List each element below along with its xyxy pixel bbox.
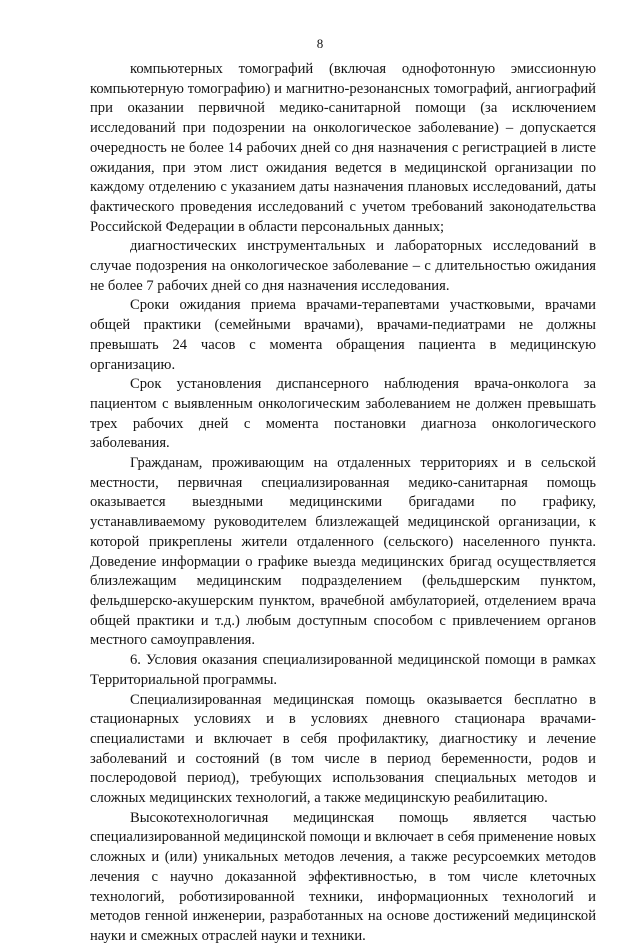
section-heading-specialized-care: 6. Условия оказания специализированной медицинской помощи в рамках Территориальной программы.: [90, 652, 596, 688]
paragraph-diagnostic-research: диагностических инструментальных и лабораторных исследований в случае подозрения на онкологическое заболевание – с длительностью ожидания не более 7 рабочих дней со дня назначения исследования.: [90, 238, 596, 294]
page-number: 8: [316, 36, 324, 51]
paragraph-specialized-care: Специализированная медицинская помощь оказывается бесплатно в стационарных условиях и в условиях дневного стационара врачами-специалистами и включает в себя профилактику, диагностику и лечение заболеваний и состояний (в том числе в период беременности, родов и послеродовой период), требующих использования специальных методов и сложных медицинских технологий, а также медицинскую реабилитацию.: [90, 691, 596, 807]
paragraph-oncologist-observation: Срок установления диспансерного наблюдения врача-онколога за пациентом с выявленным онкологическим заболеванием не должен превышать трех рабочих дней с момента постановки диагноза онкологического заболевания.: [90, 376, 596, 452]
paragraph-waiting-times: Сроки ожидания приема врачами-терапевтами участковыми, врачами общей практики (семейными врачами), врачами-педиатрами не должны превышать 24 часов с момента обращения пациента в медицинскую организацию.: [90, 297, 596, 373]
paragraph-high-tech-care: Высокотехнологичная медицинская помощь является частью специализированной медицинской помощи и включает в себя применение новых сложных и (или) уникальных методов лечения, а также ресурсоемких методов лечения с научно доказанной эффективностью, в том числе клеточных технологий, роботизированной техники, информационных технологий и методов генной инженерии, разработанных на основе достижений медицинской науки и смежных отраслей науки и техники.: [90, 809, 596, 944]
paragraph-remote-territories: Гражданам, проживающим на отдаленных территориях и в сельской местности, первичная специализированная медико-санитарная помощь оказывается выездными медицинскими бригадами по графику, устанавливаемому руководителем близлежащей медицинской организации, к которой прикреплены жители отдаленного (сельского) населенного пункта. Доведение информации о графике выезда медицинских бригад осуществляется близлежащим медицинским подразделением (фельдшерским пунктом, фельдшерско-акушерским пунктом, врачебной амбулаторией, отделением врача общей практики и т.д.) любым доступным способом с привлечением органов местного самоуправления.: [90, 455, 596, 649]
document-body: [90, 60, 596, 947]
paragraph-tomography-continuation: компьютерных томографий (включая однофотонную эмиссионную компьютерную томографию) и магнитно-резонансных томографий, ангиографий при оказании первичной медико-санитарной помощи (за исключением исследований при подозрении на онкологическое заболевание) – допускается очередность не более 14 рабочих дней со дня назначения с регистрацией в листе ожидания, при этом лист ожидания ведется в медицинской организации по каждому отделению с указанием даты назначения плановых исследований, даты фактического проведения исследований с учетом требований законодательства Российской Федерации в области персональных данных;: [90, 61, 596, 235]
